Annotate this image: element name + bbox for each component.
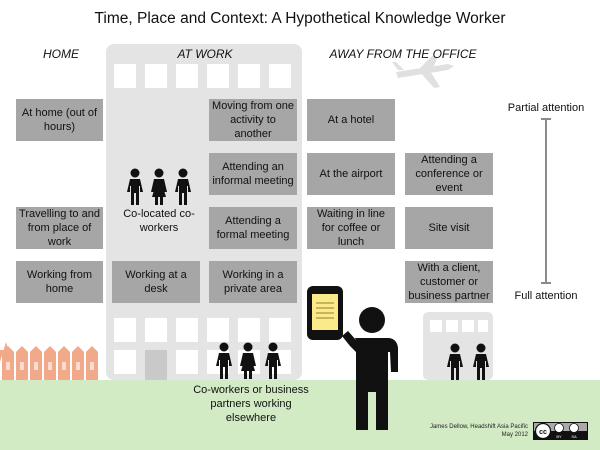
client-figure-icon — [447, 344, 463, 381]
box-at-home: At home (out of hours) — [16, 99, 103, 141]
credit-author: James Dellow, Headshift Asia Pacific — [429, 424, 528, 430]
box-client: With a client, customer or business partner — [405, 261, 493, 303]
coworker-figure-icon — [151, 169, 167, 206]
column-heading-work: AT WORK — [177, 47, 233, 61]
remote-coworker-figure-icon — [216, 343, 232, 380]
box-hotel: At a hotel — [307, 99, 395, 141]
phone-icon — [307, 286, 343, 340]
box-working-at-desk: Working at a desk — [112, 261, 200, 303]
box-private-area: Working in a private area — [209, 261, 297, 303]
box-site-visit: Site visit — [405, 207, 493, 249]
box-formal-meeting: Attending a formal meeting — [209, 207, 297, 249]
column-heading-away: AWAY FROM THE OFFICE — [329, 47, 477, 61]
label-elsewhere: Co-workers or business partners working elsewhere — [193, 384, 309, 424]
cc-license-badge — [533, 422, 588, 440]
by-text: BY — [556, 434, 562, 439]
client-figure-icon — [473, 344, 489, 381]
remote-coworker-figure-icon — [240, 343, 256, 380]
credit-date: May 2012 — [501, 432, 528, 438]
box-conference: Attending a conference or event — [405, 153, 493, 195]
box-airport: At the airport — [307, 153, 395, 195]
box-working-from-home: Working from home — [16, 261, 103, 303]
column-heading-home: HOME — [43, 47, 79, 61]
box-waiting-line: Waiting in line for coffee or lunch — [307, 207, 395, 249]
coworker-figure-icon — [127, 169, 143, 206]
coworker-figure-icon — [175, 169, 191, 206]
knowledge-worker-icon — [342, 307, 398, 430]
scale-top-label: Partial attention — [507, 102, 585, 114]
cc-text: cc — [539, 429, 547, 436]
sa-text: SA — [571, 434, 577, 439]
label-colocated: Co-located co-workers — [123, 208, 195, 234]
box-travelling: Travelling to and from place of work — [16, 207, 103, 249]
remote-coworker-figure-icon — [265, 343, 281, 380]
page-title: Time, Place and Context: A Hypothetical Knowledge Worker — [94, 10, 506, 27]
box-informal-meeting: Attending an informal meeting — [209, 153, 297, 195]
box-moving-activity: Moving from one activity to another — [209, 99, 297, 141]
scale-bottom-label: Full attention — [514, 290, 578, 302]
